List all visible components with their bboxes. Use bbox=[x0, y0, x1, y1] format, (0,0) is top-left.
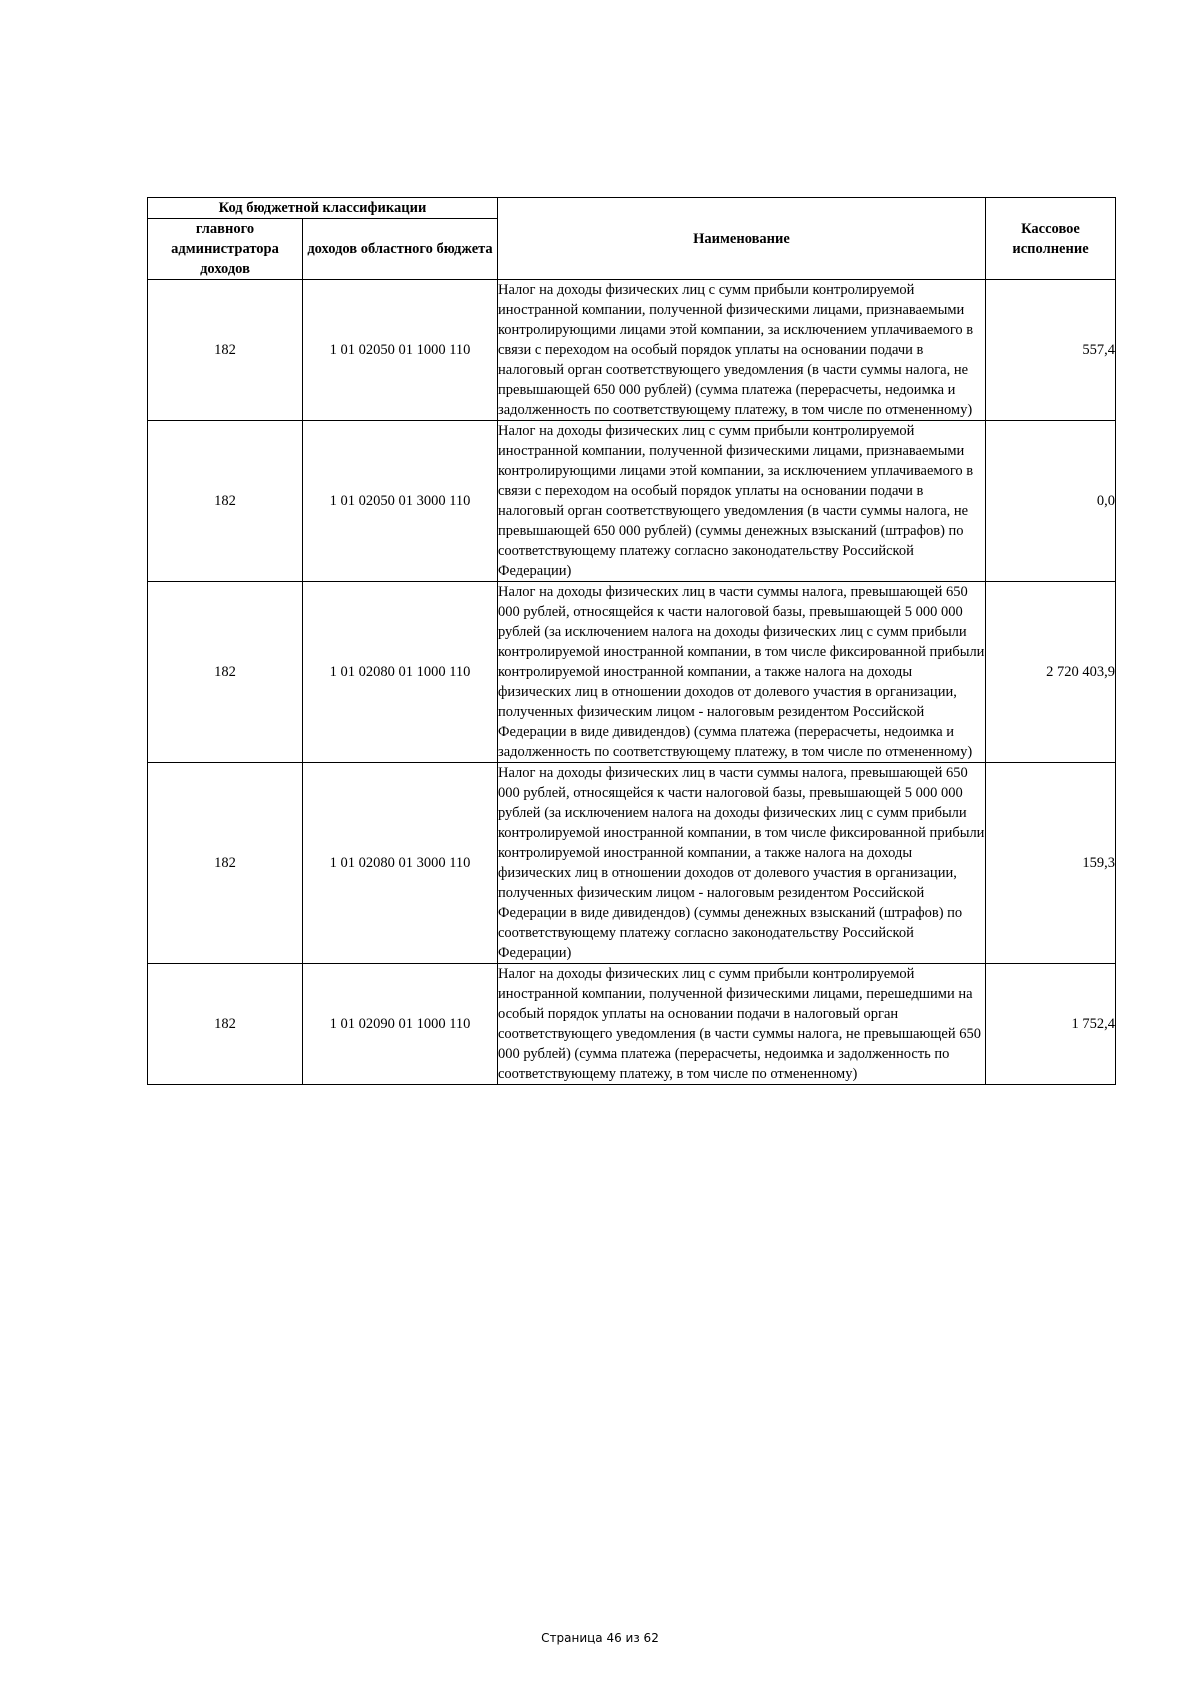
header-budget-classification-code: Код бюджетной классификации bbox=[148, 198, 498, 219]
page-number-footer: Страница 46 из 62 bbox=[541, 1631, 659, 1645]
row-description: Налог на доходы физических лиц в части суммы налога, превышающей 650 000 рублей, относящейся к части налоговой базы, превышающей 5 000 000 рублей (за исключением налога на доходы физических лиц с сумм прибыли контролируемой иностранной компании, в том числе фиксированной прибыли контролируемой иностранной компании, а также налога на доходы физических лиц в отношении доходов от долевого участия в организации, полученных физическим лицом - налоговым резидентом Российской Федерации в виде дивидендов) (сумма платежа (перерасчеты, недоимка и задолженность по соответствующему платежу, в том числе по отмененному) bbox=[498, 582, 986, 763]
row-description: Налог на доходы физических лиц с сумм прибыли контролируемой иностранной компании, полученной физическими лицами, признаваемыми контролирующими лицами этой компании, за исключением уплачиваемого в связи с переходом на особый порядок уплаты на основании подачи в налоговый орган соответствующего уведомления (в части суммы налога, не превышающей 650 000 рублей) (суммы денежных взысканий (штрафов) по соответствующему платежу согласно законодательству Российской Федерации) bbox=[498, 421, 986, 582]
table-row bbox=[148, 763, 1116, 964]
budget-classification-table bbox=[147, 197, 1116, 1085]
table-row bbox=[148, 421, 1116, 582]
header-main-administrator: главного администратора доходов bbox=[148, 219, 303, 280]
row-description: Налог на доходы физических лиц с сумм прибыли контролируемой иностранной компании, полученной физическими лицами, перешедшими на особый порядок уплаты на основании подачи в налоговый орган соответствующего уведомления (в части суммы налога, не превышающей 650 000 рублей) (сумма платежа (перерасчеты, недоимка и задолженность по соответствующему платежу, в том числе по отмененному) bbox=[498, 964, 986, 1085]
row-budget-code: 1 01 02080 01 3000 110 bbox=[303, 763, 498, 964]
header-regional-budget-revenue: доходов областного бюджета bbox=[303, 219, 498, 280]
table-row bbox=[148, 280, 1116, 421]
table-row bbox=[148, 964, 1116, 1085]
table-row bbox=[148, 582, 1116, 763]
header-name: Наименование bbox=[498, 198, 986, 280]
header-cash-execution: Кассовое исполнение bbox=[986, 198, 1116, 280]
row-amount: 0,0 bbox=[986, 421, 1116, 582]
row-admin-code: 182 bbox=[148, 582, 303, 763]
row-amount: 557,4 bbox=[986, 280, 1116, 421]
row-amount: 1 752,4 bbox=[986, 964, 1116, 1085]
row-budget-code: 1 01 02050 01 1000 110 bbox=[303, 280, 498, 421]
row-budget-code: 1 01 02080 01 1000 110 bbox=[303, 582, 498, 763]
row-budget-code: 1 01 02090 01 1000 110 bbox=[303, 964, 498, 1085]
header-group-row bbox=[148, 198, 1116, 219]
row-amount: 2 720 403,9 bbox=[986, 582, 1116, 763]
row-admin-code: 182 bbox=[148, 421, 303, 582]
row-budget-code: 1 01 02050 01 3000 110 bbox=[303, 421, 498, 582]
row-description: Налог на доходы физических лиц в части суммы налога, превышающей 650 000 рублей, относящейся к части налоговой базы, превышающей 5 000 000 рублей (за исключением налога на доходы физических лиц с сумм прибыли контролируемой иностранной компании, в том числе фиксированной прибыли контролируемой иностранной компании, а также налога на доходы физических лиц в отношении доходов от долевого участия в организации, полученных физическим лицом - налоговым резидентом Российской Федерации в виде дивидендов) (суммы денежных взысканий (штрафов) по соответствующему платежу согласно законодательству Российской Федерации) bbox=[498, 763, 986, 964]
row-description: Налог на доходы физических лиц с сумм прибыли контролируемой иностранной компании, полученной физическими лицами, признаваемыми контролирующими лицами этой компании, за исключением уплачиваемого в связи с переходом на особый порядок уплаты на основании подачи в налоговый орган соответствующего уведомления (в части суммы налога, не превышающей 650 000 рублей) (сумма платежа (перерасчеты, недоимка и задолженность по соответствующему платежу, в том числе по отмененному) bbox=[498, 280, 986, 421]
row-amount: 159,3 bbox=[986, 763, 1116, 964]
row-admin-code: 182 bbox=[148, 964, 303, 1085]
row-admin-code: 182 bbox=[148, 763, 303, 964]
row-admin-code: 182 bbox=[148, 280, 303, 421]
